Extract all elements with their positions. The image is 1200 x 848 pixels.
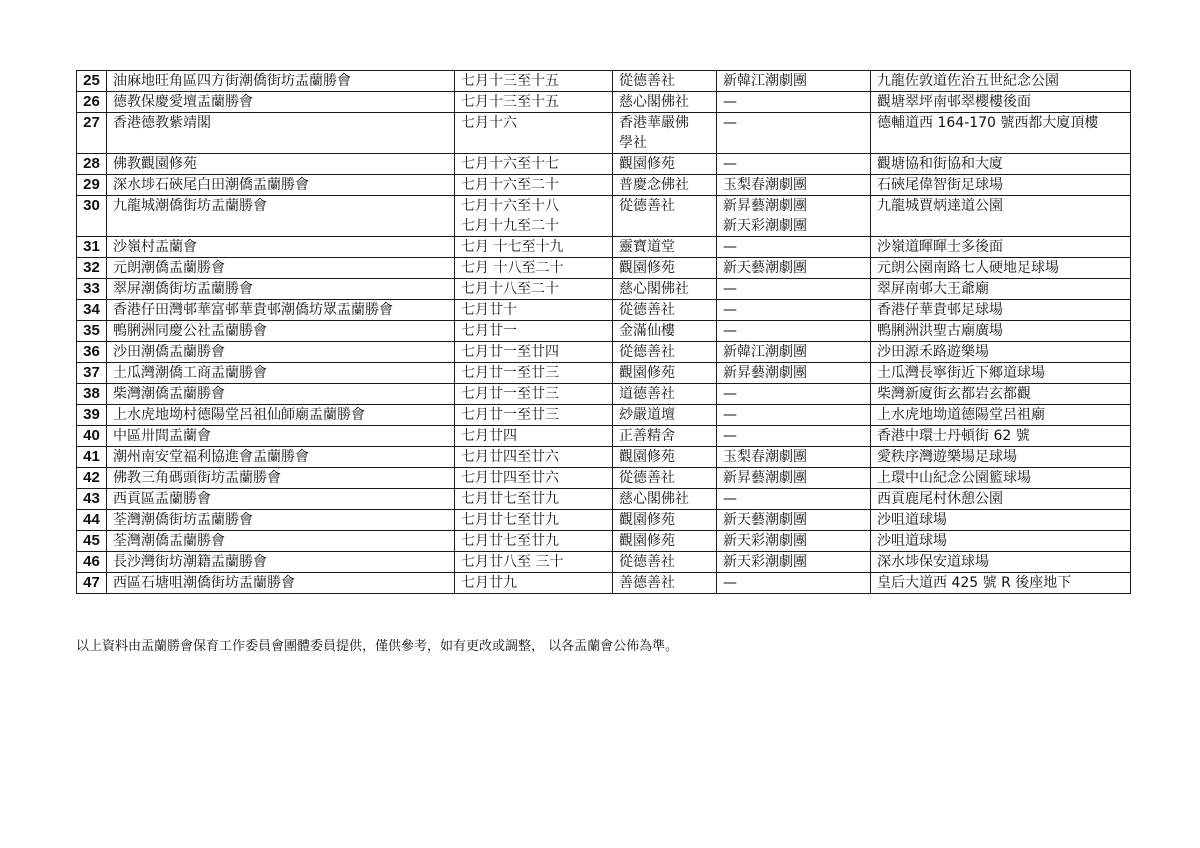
lunar-date-line: 七月十六至十八 [461, 198, 559, 214]
opera-troupe-line: 新天藝潮劇團 [723, 260, 807, 276]
table-row [77, 426, 1131, 447]
opera-troupe-cell [717, 531, 871, 552]
venue-cell [871, 196, 1131, 237]
organizer-name-cell: 香港德教紫靖閣 [107, 113, 455, 154]
lunar-date-cell [455, 405, 613, 426]
organizer-name-cell: 西貢區盂蘭勝會 [107, 489, 455, 510]
ritual-group-line: 普慶念佛社 [619, 177, 689, 193]
opera-troupe-line: 玉梨春潮劇團 [723, 177, 807, 193]
venue-cell [871, 71, 1131, 92]
row-number-cell: 42 [77, 468, 107, 489]
opera-troupe-cell [717, 573, 871, 594]
ritual-group-cell [613, 71, 717, 92]
lunar-date-cell [455, 113, 613, 154]
opera-troupe-line: 新韓江潮劇團 [723, 344, 807, 360]
lunar-date-line: 七月廿九 [461, 575, 517, 591]
table-row [77, 405, 1131, 426]
ritual-group-line: 從德善社 [619, 470, 675, 486]
organizer-name-cell: 荃灣潮僑盂蘭勝會 [107, 531, 455, 552]
venue-line: 沙咀道球場 [877, 533, 947, 549]
lunar-date-line: 七月十九至二十 [461, 218, 559, 234]
ritual-group-line: 正善精舍 [619, 428, 675, 444]
opera-troupe-line: — [723, 575, 737, 591]
lunar-date-line: 七月廿一至廿三 [461, 365, 559, 381]
table-row [77, 384, 1131, 405]
lunar-date-cell [455, 489, 613, 510]
ritual-group-line: 從德善社 [619, 302, 675, 318]
lunar-date-line: 七月廿八至 三十 [461, 554, 564, 570]
festival-schedule-table [76, 70, 1131, 594]
ritual-group-line: 從德善社 [619, 344, 675, 360]
ritual-group-line: 從德善社 [619, 73, 675, 89]
ritual-group-line: 從德善社 [619, 198, 675, 214]
organizer-name-cell: 深水埗石硤尾白田潮僑盂蘭勝會 [107, 175, 455, 196]
venue-line: 香港仔華貴邨足球場 [877, 302, 1003, 318]
opera-troupe-cell [717, 71, 871, 92]
ritual-group-line: 玅嚴道壇 [619, 407, 675, 423]
ritual-group-line: 觀園修苑 [619, 449, 675, 465]
venue-line: 上環中山紀念公園籃球場 [877, 470, 1031, 486]
venue-cell [871, 489, 1131, 510]
opera-troupe-cell [717, 510, 871, 531]
ritual-group-cell [613, 196, 717, 237]
table-row [77, 468, 1131, 489]
venue-line: 香港中環士丹頓街 62 號 [877, 428, 1030, 444]
opera-troupe-line: 新昇藝潮劇團 [723, 470, 807, 486]
lunar-date-line: 七月廿十 [461, 302, 517, 318]
ritual-group-line: 道德善社 [619, 386, 675, 402]
lunar-date-line: 七月廿一至廿四 [461, 344, 559, 360]
lunar-date-line: 七月廿七至廿九 [461, 512, 559, 528]
venue-cell [871, 363, 1131, 384]
ritual-group-line: 慈心閣佛社 [619, 491, 689, 507]
lunar-date-cell [455, 71, 613, 92]
row-number-cell: 26 [77, 92, 107, 113]
lunar-date-line: 七月廿四至廿六 [461, 449, 559, 465]
row-number-cell: 47 [77, 573, 107, 594]
ritual-group-cell [613, 300, 717, 321]
row-number-cell: 36 [77, 342, 107, 363]
ritual-group-cell [613, 510, 717, 531]
row-number-cell: 43 [77, 489, 107, 510]
organizer-name-cell: 香港仔田灣邨華富邨華貴邨潮僑坊眾盂蘭勝會 [107, 300, 455, 321]
table-row [77, 552, 1131, 573]
lunar-date-line: 七月十六至二十 [461, 177, 559, 193]
venue-cell [871, 405, 1131, 426]
row-number-cell: 29 [77, 175, 107, 196]
venue-cell [871, 468, 1131, 489]
opera-troupe-line: — [723, 491, 737, 507]
table-row [77, 321, 1131, 342]
venue-cell [871, 384, 1131, 405]
opera-troupe-line: — [723, 239, 737, 255]
organizer-name-cell: 佛教三角碼頭街坊盂蘭勝會 [107, 468, 455, 489]
venue-line: 土瓜灣長寧街近下鄉道球場 [877, 365, 1045, 381]
ritual-group-line: 從德善社 [619, 554, 675, 570]
lunar-date-cell [455, 300, 613, 321]
ritual-group-line: 靈寶道堂 [619, 239, 675, 255]
ritual-group-cell [613, 175, 717, 196]
venue-cell [871, 447, 1131, 468]
lunar-date-cell [455, 342, 613, 363]
ritual-group-line: 觀園修苑 [619, 512, 675, 528]
lunar-date-cell [455, 237, 613, 258]
organizer-name-cell: 西區石塘咀潮僑街坊盂蘭勝會 [107, 573, 455, 594]
table-row [77, 279, 1131, 300]
row-number-cell: 31 [77, 237, 107, 258]
row-number-cell: 44 [77, 510, 107, 531]
opera-troupe-cell [717, 237, 871, 258]
venue-line: 愛秩序灣遊樂場足球場 [877, 449, 1017, 465]
organizer-name-cell: 元朗潮僑盂蘭勝會 [107, 258, 455, 279]
ritual-group-cell [613, 384, 717, 405]
organizer-name-cell: 中區卅間盂蘭會 [107, 426, 455, 447]
organizer-name-cell: 沙嶺村盂蘭會 [107, 237, 455, 258]
lunar-date-line: 七月十六至十七 [461, 156, 559, 172]
ritual-group-cell [613, 258, 717, 279]
row-number-cell: 38 [77, 384, 107, 405]
ritual-group-cell [613, 531, 717, 552]
lunar-date-cell [455, 552, 613, 573]
venue-cell [871, 154, 1131, 175]
opera-troupe-cell [717, 552, 871, 573]
lunar-date-cell [455, 175, 613, 196]
venue-cell [871, 573, 1131, 594]
opera-troupe-cell [717, 384, 871, 405]
organizer-name-cell: 柴灣潮僑盂蘭勝會 [107, 384, 455, 405]
organizer-name-cell: 九龍城潮僑街坊盂蘭勝會 [107, 196, 455, 237]
opera-troupe-cell [717, 342, 871, 363]
venue-cell [871, 258, 1131, 279]
venue-cell [871, 426, 1131, 447]
opera-troupe-line: — [723, 156, 737, 172]
organizer-name-cell: 土瓜灣潮僑工商盂蘭勝會 [107, 363, 455, 384]
table-row [77, 342, 1131, 363]
venue-cell [871, 92, 1131, 113]
venue-cell [871, 175, 1131, 196]
ritual-group-cell [613, 342, 717, 363]
venue-line: 西貢鹿尾村休憩公園 [877, 491, 1003, 507]
lunar-date-line: 七月十三至十五 [461, 94, 559, 110]
venue-line: 皇后大道西 425 號 R 後座地下 [877, 575, 1072, 591]
row-number-cell: 35 [77, 321, 107, 342]
opera-troupe-cell [717, 321, 871, 342]
table-row [77, 196, 1131, 237]
table-row [77, 489, 1131, 510]
table-body [77, 71, 1131, 594]
organizer-name-cell: 油麻地旺角區四方街潮僑街坊盂蘭勝會 [107, 71, 455, 92]
opera-troupe-line: — [723, 407, 737, 423]
table-row [77, 363, 1131, 384]
venue-cell [871, 321, 1131, 342]
organizer-name-cell: 長沙灣街坊潮籍盂蘭勝會 [107, 552, 455, 573]
opera-troupe-line: 新天彩潮劇團 [723, 218, 807, 234]
ritual-group-cell [613, 363, 717, 384]
table-row [77, 71, 1131, 92]
opera-troupe-cell [717, 447, 871, 468]
row-number-cell: 34 [77, 300, 107, 321]
lunar-date-cell [455, 510, 613, 531]
venue-line: 九龍城賈炳達道公園 [877, 198, 1003, 214]
lunar-date-line: 七月廿四至廿六 [461, 470, 559, 486]
opera-troupe-line: 新天彩潮劇團 [723, 533, 807, 549]
venue-line: 元朗公園南路七人硬地足球場 [877, 260, 1059, 276]
ritual-group-line: 善德善社 [619, 575, 675, 591]
table-row [77, 573, 1131, 594]
ritual-group-cell [613, 552, 717, 573]
venue-line: 上水虎地坳道德陽堂呂祖廟 [877, 407, 1045, 423]
lunar-date-line: 七月廿一至廿三 [461, 386, 559, 402]
opera-troupe-line: — [723, 302, 737, 318]
lunar-date-cell [455, 321, 613, 342]
ritual-group-line: 觀園修苑 [619, 533, 675, 549]
lunar-date-line: 七月廿四 [461, 428, 517, 444]
lunar-date-line: 七月十六 [461, 115, 517, 131]
opera-troupe-cell [717, 258, 871, 279]
opera-troupe-cell [717, 405, 871, 426]
row-number-cell: 41 [77, 447, 107, 468]
ritual-group-line: 學社 [619, 135, 647, 151]
venue-cell [871, 300, 1131, 321]
lunar-date-line: 七月十三至十五 [461, 73, 559, 89]
row-number-cell: 32 [77, 258, 107, 279]
opera-troupe-line: — [723, 281, 737, 297]
venue-line: 觀塘協和街協和大廈 [877, 156, 1003, 172]
opera-troupe-line: — [723, 94, 737, 110]
opera-troupe-line: 新昇藝潮劇團 [723, 365, 807, 381]
table-row [77, 447, 1131, 468]
opera-troupe-line: 新天藝潮劇團 [723, 512, 807, 528]
ritual-group-cell [613, 405, 717, 426]
venue-line: 柴灣新廈街玄都岩玄都觀 [877, 386, 1031, 402]
lunar-date-cell [455, 447, 613, 468]
ritual-group-cell [613, 468, 717, 489]
opera-troupe-line: 玉梨春潮劇團 [723, 449, 807, 465]
lunar-date-line: 七月 十八至二十 [461, 260, 564, 276]
row-number-cell: 40 [77, 426, 107, 447]
opera-troupe-cell [717, 489, 871, 510]
venue-cell [871, 237, 1131, 258]
venue-line: 德輔道西 164-170 號西都大廈頂樓 [877, 115, 1099, 131]
venue-line: 沙嶺道暉暉士多後面 [877, 239, 1003, 255]
table-row [77, 531, 1131, 552]
table-row [77, 510, 1131, 531]
table-row [77, 154, 1131, 175]
lunar-date-cell [455, 384, 613, 405]
lunar-date-cell [455, 363, 613, 384]
table-row [77, 258, 1131, 279]
opera-troupe-line: 新韓江潮劇團 [723, 73, 807, 89]
venue-line: 石硤尾偉智街足球場 [877, 177, 1003, 193]
opera-troupe-line: — [723, 115, 737, 131]
ritual-group-line: 金滿仙樓 [619, 323, 675, 339]
opera-troupe-line: — [723, 386, 737, 402]
ritual-group-cell [613, 573, 717, 594]
venue-line: 沙咀道球場 [877, 512, 947, 528]
opera-troupe-cell [717, 175, 871, 196]
row-number-cell: 25 [77, 71, 107, 92]
opera-troupe-line: — [723, 428, 737, 444]
footnote: 以上資料由盂蘭勝會保育工作委員會團體委員提供，僅供參考，如有更改或調整， 以各盂蘭會公佈為準。 [76, 639, 679, 654]
venue-line: 深水埗保安道球場 [877, 554, 989, 570]
ritual-group-cell [613, 279, 717, 300]
ritual-group-cell [613, 92, 717, 113]
opera-troupe-cell [717, 279, 871, 300]
ritual-group-cell [613, 321, 717, 342]
organizer-name-cell: 潮州南安堂福利協進會盂蘭勝會 [107, 447, 455, 468]
table-row [77, 175, 1131, 196]
ritual-group-cell [613, 489, 717, 510]
organizer-name-cell: 上水虎地坳村德陽堂呂祖仙師廟盂蘭勝會 [107, 405, 455, 426]
lunar-date-line: 七月廿一至廿三 [461, 407, 559, 423]
organizer-name-cell: 佛教觀園修苑 [107, 154, 455, 175]
lunar-date-line: 七月十八至二十 [461, 281, 559, 297]
organizer-name-cell: 德教保慶愛壇盂蘭勝會 [107, 92, 455, 113]
table-row [77, 300, 1131, 321]
lunar-date-line: 七月廿七至廿九 [461, 533, 559, 549]
venue-line: 九龍佐敦道佐治五世紀念公園 [877, 73, 1059, 89]
lunar-date-cell [455, 426, 613, 447]
lunar-date-cell [455, 154, 613, 175]
ritual-group-cell [613, 154, 717, 175]
row-number-cell: 37 [77, 363, 107, 384]
opera-troupe-cell [717, 468, 871, 489]
ritual-group-line: 觀園修苑 [619, 365, 675, 381]
venue-line: 沙田源禾路遊樂場 [877, 344, 989, 360]
table-row [77, 92, 1131, 113]
venue-line: 觀塘翠坪南邨翠櫻樓後面 [877, 94, 1031, 110]
organizer-name-cell: 沙田潮僑盂蘭勝會 [107, 342, 455, 363]
opera-troupe-cell [717, 426, 871, 447]
lunar-date-cell [455, 258, 613, 279]
ritual-group-cell [613, 113, 717, 154]
ritual-group-line: 香港華嚴佛 [619, 115, 689, 131]
lunar-date-cell [455, 573, 613, 594]
ritual-group-cell [613, 237, 717, 258]
opera-troupe-line: — [723, 323, 737, 339]
ritual-group-line: 慈心閣佛社 [619, 94, 689, 110]
row-number-cell: 33 [77, 279, 107, 300]
lunar-date-line: 七月 十七至十九 [461, 239, 564, 255]
ritual-group-cell [613, 426, 717, 447]
opera-troupe-cell [717, 92, 871, 113]
opera-troupe-cell [717, 113, 871, 154]
opera-troupe-cell [717, 154, 871, 175]
venue-cell [871, 510, 1131, 531]
lunar-date-cell [455, 92, 613, 113]
venue-line: 翠屏南邨大王爺廟 [877, 281, 989, 297]
ritual-group-cell [613, 447, 717, 468]
lunar-date-line: 七月廿一 [461, 323, 517, 339]
opera-troupe-line: 新昇藝潮劇團 [723, 198, 807, 214]
row-number-cell: 39 [77, 405, 107, 426]
lunar-date-cell [455, 196, 613, 237]
venue-cell [871, 113, 1131, 154]
venue-cell [871, 279, 1131, 300]
ritual-group-line: 觀園修苑 [619, 156, 675, 172]
row-number-cell: 30 [77, 196, 107, 237]
venue-line: 鴨脷洲洪聖古廟廣場 [877, 323, 1003, 339]
opera-troupe-cell [717, 196, 871, 237]
organizer-name-cell: 荃灣潮僑街坊盂蘭勝會 [107, 510, 455, 531]
opera-troupe-cell [717, 363, 871, 384]
table-row [77, 113, 1131, 154]
venue-cell [871, 531, 1131, 552]
row-number-cell: 46 [77, 552, 107, 573]
lunar-date-line: 七月廿七至廿九 [461, 491, 559, 507]
row-number-cell: 27 [77, 113, 107, 154]
row-number-cell: 45 [77, 531, 107, 552]
opera-troupe-cell [717, 300, 871, 321]
organizer-name-cell: 翠屏潮僑街坊盂蘭勝會 [107, 279, 455, 300]
lunar-date-cell [455, 468, 613, 489]
row-number-cell: 28 [77, 154, 107, 175]
lunar-date-cell [455, 531, 613, 552]
venue-cell [871, 552, 1131, 573]
lunar-date-cell [455, 279, 613, 300]
organizer-name-cell: 鴨脷洲同慶公社盂蘭勝會 [107, 321, 455, 342]
ritual-group-line: 慈心閣佛社 [619, 281, 689, 297]
opera-troupe-line: 新天彩潮劇團 [723, 554, 807, 570]
venue-cell [871, 342, 1131, 363]
ritual-group-line: 觀園修苑 [619, 260, 675, 276]
table-row [77, 237, 1131, 258]
